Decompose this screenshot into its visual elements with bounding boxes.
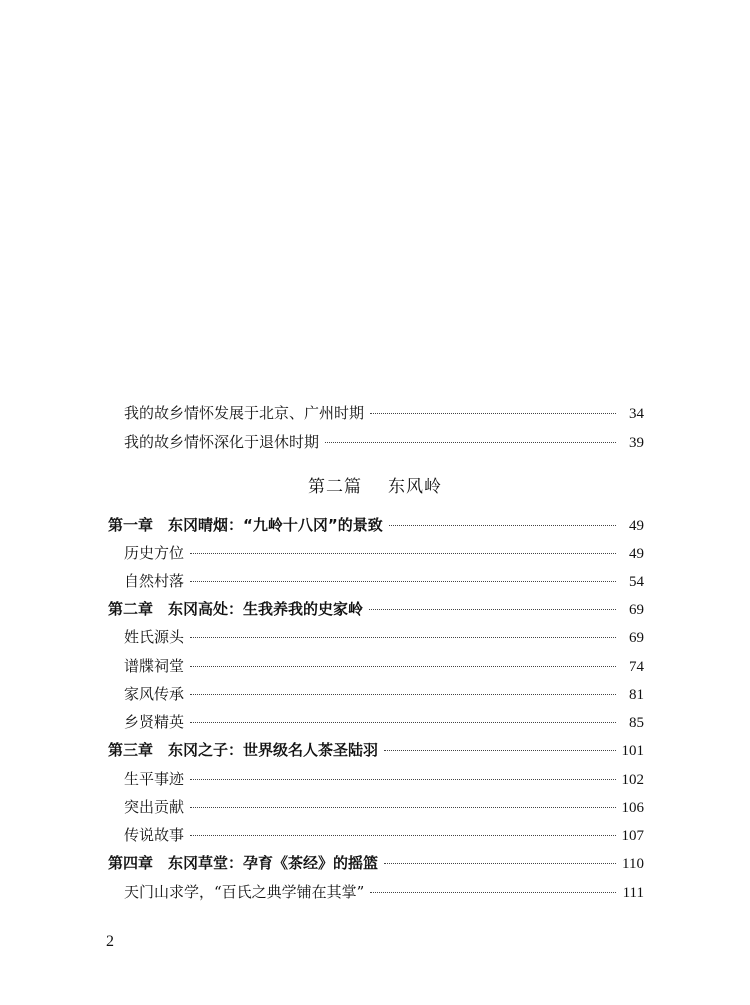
toc-chapter-page: 49: [629, 518, 644, 534]
toc-section-title: 传说故事: [124, 826, 185, 844]
toc-chapter-title: 第一章 东冈晴烟：“九岭十八冈”的景致: [108, 516, 383, 534]
toc-entry-title: 我的故乡情怀发展于北京、广州时期: [124, 404, 365, 422]
dot-leader: [389, 525, 616, 526]
toc-section[interactable]: [124, 882, 644, 903]
dot-leader: [190, 779, 615, 780]
toc-section-title: 历史方位: [124, 544, 185, 562]
toc-section[interactable]: [124, 712, 644, 733]
dot-leader: [370, 413, 616, 414]
toc-chapter[interactable]: [108, 853, 644, 874]
dot-leader: [369, 609, 616, 610]
toc-section-title: 乡贤精英: [124, 713, 185, 731]
toc-section-page: 85: [629, 715, 644, 731]
toc-chapter[interactable]: [108, 599, 644, 620]
toc-chapter-page: 110: [622, 856, 644, 872]
toc-entry-page: 34: [629, 406, 644, 422]
dot-leader: [190, 666, 616, 667]
toc-section-title: 天门山求学，“百氏之典学铺在其掌”: [124, 883, 365, 901]
dot-leader: [190, 694, 616, 695]
toc-entry-page: 39: [629, 435, 644, 451]
toc-section-page: 74: [629, 659, 644, 675]
toc-section-page: 81: [629, 687, 644, 703]
dot-leader: [190, 581, 616, 582]
toc-section-title: 生平事迹: [124, 770, 185, 788]
dot-leader: [325, 442, 616, 443]
toc-chapter-title: 第四章 东冈草堂：孕育《茶经》的摇篮: [108, 854, 379, 872]
toc-section-title: 姓氏源头: [124, 628, 185, 646]
toc-section-title: 家风传承: [124, 685, 185, 703]
toc-chapter-page: 101: [621, 743, 644, 759]
toc-chapter-title: 第二章 东冈高处：生我养我的史家岭: [108, 600, 364, 618]
toc-section[interactable]: [124, 769, 644, 790]
toc-chapter[interactable]: [108, 740, 644, 761]
toc-section-page: 111: [622, 885, 644, 901]
toc-chapter-title: 第三章 东冈之子：世界级名人茶圣陆羽: [108, 741, 379, 759]
toc-chapter-page: 69: [629, 602, 644, 618]
dot-leader: [384, 863, 616, 864]
toc-section-page: 107: [621, 828, 644, 844]
toc-section[interactable]: [124, 571, 644, 592]
toc-section[interactable]: [124, 797, 644, 818]
toc-entry-title: 我的故乡情怀深化于退休时期: [124, 433, 320, 451]
toc-section-title: 自然村落: [124, 572, 185, 590]
dot-leader: [370, 892, 616, 893]
toc-section[interactable]: [124, 825, 644, 846]
toc-section-title: 谱牒祠堂: [124, 657, 185, 675]
toc-section-page: 49: [629, 546, 644, 562]
part-name: 东风岭: [388, 477, 442, 497]
toc-section-page: 54: [629, 574, 644, 590]
toc-section[interactable]: [124, 627, 644, 648]
toc-entry[interactable]: [124, 403, 644, 424]
part-heading: [0, 472, 750, 497]
dot-leader: [190, 553, 616, 554]
dot-leader: [190, 637, 616, 638]
toc-section[interactable]: [124, 543, 644, 564]
toc-section-page: 69: [629, 630, 644, 646]
toc-chapter[interactable]: [108, 515, 644, 536]
part-label: 第二篇: [308, 477, 362, 497]
toc-section-page: 106: [621, 800, 644, 816]
toc-entry[interactable]: [124, 432, 644, 453]
dot-leader: [190, 807, 615, 808]
dot-leader: [190, 722, 616, 723]
toc-section[interactable]: [124, 684, 644, 705]
toc-section[interactable]: [124, 656, 644, 677]
page-number: 2: [106, 933, 114, 950]
toc-section-page: 102: [621, 772, 644, 788]
dot-leader: [384, 750, 615, 751]
toc-section-title: 突出贡献: [124, 798, 185, 816]
dot-leader: [190, 835, 615, 836]
